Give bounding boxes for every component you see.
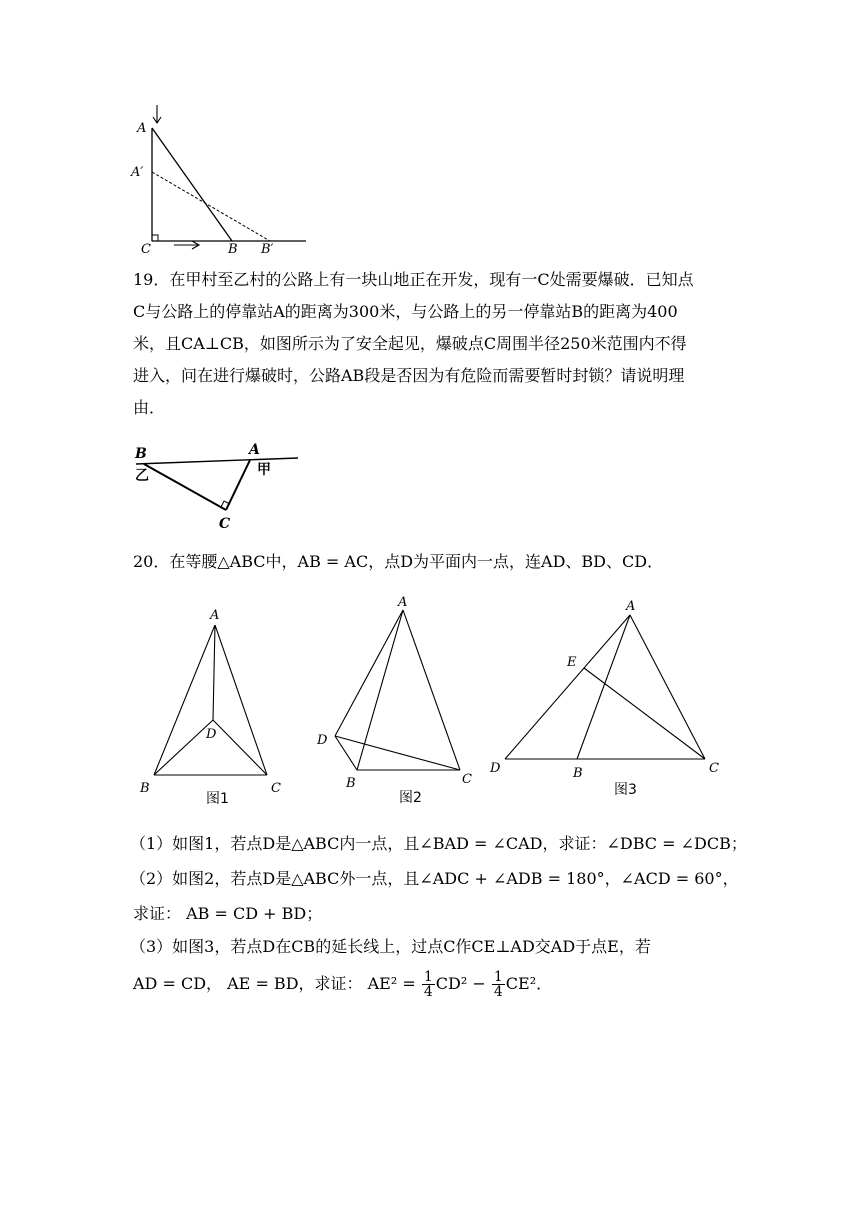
q20-part3-pre: AD = CD， AE = BD，求证： AE² = [133, 974, 416, 993]
fig2-label-d: D [317, 733, 328, 748]
segment-bc [144, 464, 226, 510]
label-yi: 乙 [135, 468, 149, 484]
fig2-label-b: B [346, 776, 356, 791]
fig3-label-b: B [573, 766, 583, 781]
q19-line-1: 19．在甲村至乙村的公路上有一块山地正在开发，现有一C处需要爆破．已知点 [133, 270, 694, 289]
label-c: C [141, 242, 151, 257]
fraction-2-den: 4 [493, 984, 503, 1000]
q19-line-5: 由． [133, 398, 166, 417]
label-a: A [137, 121, 147, 136]
label-a: A [249, 442, 260, 458]
fig2-caption: 图2 [399, 790, 422, 806]
q20-intro: 20．在等腰△ABC中，AB = AC，点D为平面内一点，连AD、BD、CD． [133, 552, 664, 571]
label-b: B [135, 446, 147, 462]
segment-ac [226, 460, 250, 510]
fig3-label-a: A [626, 599, 636, 614]
label-b-prime: B′ [261, 242, 274, 257]
right-angle-mark [152, 235, 158, 241]
q20-figure-2 [310, 590, 480, 800]
ladder-ab-prime [152, 172, 270, 241]
fig1-label-c: C [271, 781, 281, 796]
fig3-caption: 图3 [614, 782, 637, 798]
fig3-label-e: E [567, 655, 577, 670]
label-c: C [219, 516, 231, 532]
q20-part3-end: CE²． [505, 974, 553, 993]
q19-line-3: 米，且CA⊥CB，如图所示为了安全起见，爆破点C周围半径250米范围内不得 [133, 334, 687, 353]
down-arrow-icon [153, 105, 161, 123]
q19-line-2: C与公路上的停靠站A的距离为300米，与公路上的另一停靠站B的距离为400 [133, 302, 678, 321]
fraction-2 [492, 970, 505, 999]
fraction-1 [422, 970, 435, 999]
q19-line-4: 进入，问在进行爆破时，公路AB段是否因为有危险而需要暂时封锁？请说明理 [133, 366, 685, 385]
fraction-1-den: 4 [423, 984, 433, 1000]
label-a-prime: A′ [131, 165, 144, 180]
q19-figure [130, 440, 305, 535]
fig1-label-a: A [210, 608, 220, 623]
fig1-label-b: B [140, 781, 150, 796]
q20-part2-line1: （2）如图2，若点D是△ABC外一点，且∠ADC + ∠ADB = 180°，∠ACD = 60°， [130, 869, 739, 888]
fig2-label-a: A [398, 595, 408, 610]
ladder-ab [152, 128, 232, 241]
fig1-label-d: D [206, 727, 217, 742]
label-jia: 甲 [257, 462, 271, 478]
label-b: B [228, 242, 238, 257]
q20-part3-line2 [133, 966, 733, 1002]
fig2-label-c: C [462, 772, 472, 787]
right-arrow-icon [174, 241, 199, 249]
q20-figure-3 [485, 595, 730, 795]
q20-figure-1 [130, 605, 290, 805]
q20-part2-line2: 求证： AB = CD + BD； [133, 904, 323, 923]
road-line [136, 458, 298, 464]
fraction-1-num: 1 [423, 969, 433, 985]
fig3-label-d: D [490, 761, 501, 776]
q20-part3-mid: CD² − [435, 974, 486, 993]
q20-part3-line1: （3）如图3，若点D在CB的延长线上，过点C作CE⊥AD交AD于点E，若 [130, 937, 651, 956]
fig3-label-c: C [709, 761, 719, 776]
q20-part1: （1）如图1，若点D是△ABC内一点，且∠BAD = ∠CAD，求证：∠DBC = ∠DCB； [130, 834, 747, 853]
ladder-figure [128, 100, 318, 260]
fig1-caption: 图1 [206, 791, 229, 807]
fraction-2-num: 1 [493, 969, 503, 985]
